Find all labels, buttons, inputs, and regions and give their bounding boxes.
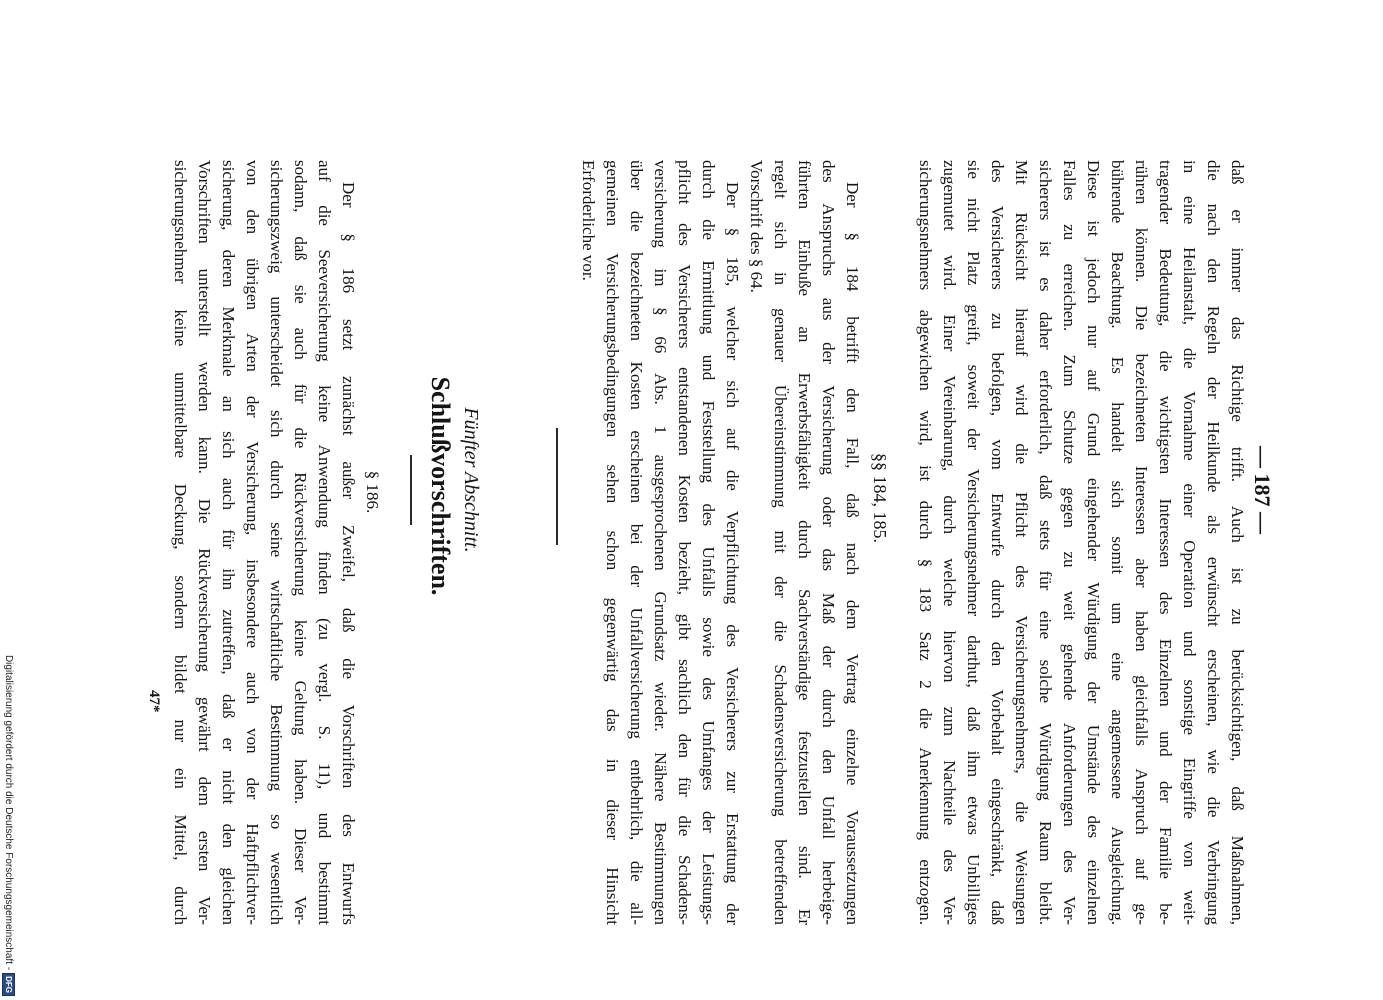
text-line: Vorschrift des § 64.: [747, 160, 766, 293]
text-line: von den übrigen Arten der Versicherung, insbesondere auch von der Haftpflichtver-: [243, 160, 262, 925]
text-line: zugemutet wird. Einer Vereinbarung, durch welche hiervon zum Nachteile des Ver-: [940, 160, 959, 925]
section-186-text: [168, 160, 360, 925]
text-line: sicherungsnehmers abgewichen wird, ist durch § 183 Satz 2 die Anerkennung entzogen.: [916, 160, 935, 925]
text-line: Der § 186 setzt zunächst außer Zweifel, daß die Vorschriften des Entwurfs: [339, 182, 358, 925]
text-line: gemeinen Versicherungsbedingungen sehen schon gegenwärtig das in dieser Hinsicht: [603, 160, 622, 925]
text-line: sodann, daß sie auch für die Rückversicherung keine Geltung haben. Dieser Ver-: [291, 160, 310, 925]
text-line: tragender Bedeutung, die wichtigsten Interessen des Einzelnen und der Familie be-: [1156, 160, 1175, 925]
text-line: auf die Seeversicherung keine Anwendung finden (zu vergl. S. 11), und bestimmt: [315, 160, 334, 925]
text-line: Der § 185, welcher sich auf die Verpflichtung des Versicherers zur Erstattung der: [723, 182, 742, 925]
text-line: über die bezeichneten Kosten erscheinen bei der Unfallversicherung entbehrlich, die all-: [627, 160, 646, 925]
section-heading: §§ 184, 185.: [870, 453, 890, 543]
divider-rule: [556, 428, 558, 545]
part-label: Fünfter Abschnitt.: [460, 407, 482, 553]
text-line: sie nicht Platz greift, soweit der Versicherungsnehmer darthut, daß ihm etwas Unbilliges: [964, 160, 983, 925]
divider-rule: [410, 455, 412, 525]
section-heading: § 186.: [363, 470, 382, 514]
text-line: sicherungsnehmer keine unmittelbare Deckung, sondern bildet nur ein Mittel, durch: [171, 160, 190, 925]
text-line: führten Einbuße an Erwerbsfähigkeit durch Sachverständige festzustellen sind. Er: [795, 160, 814, 925]
text-line: pflicht des Versicherers entstandenen Kosten bezieht, gibt sachlich den für die Schadens-: [675, 160, 694, 925]
text-line: Mit Rücksicht hierauf wird die Pflicht des Versicherungsnehmers, die Weisungen: [1012, 160, 1031, 925]
text-line: des Anspruchs aus der Versicherung oder das Maß der durch den Unfall herbeige-: [819, 160, 838, 925]
text-line: die nach den Regeln der Heilkunde als erwünscht erscheinen, wie die Verbringung: [1204, 160, 1223, 925]
text-line: Diese ist jedoch nur auf Grund eingehender Würdigung der Umstände des einzelnen: [1084, 160, 1103, 925]
text-line: Falles zu erreichen. Zum Schutze gegen zu weit gehende Anforderungen des Ver-: [1060, 160, 1079, 925]
text-line: durch die Ermittlung und Feststellung des Unfalls sowie des Umfanges der Leistungs-: [699, 160, 718, 925]
text-line: sicherung, deren Merkmale an sich auch für ihn zutreffen, daß er nicht den gleichen: [219, 160, 238, 925]
text-line: daß er immer das Richtige trifft. Auch ist zu berücksichtigen, daß Maßnahmen,: [1228, 160, 1247, 925]
section-184-185-text: [576, 160, 864, 925]
text-line: regelt sich in genauer Übereinstimmung mit der die Schadensversicherung betreffenden: [771, 160, 790, 925]
digitization-credit-text: Digitalisierung gefördert durch die Deutsche Forschungsgemeinschaft -: [3, 654, 15, 971]
text-line: rühren können. Die bezeichneten Interessen aber haben gleichfalls Anspruch auf ge-: [1132, 160, 1151, 925]
part-title: Schlußvorschriften.: [426, 376, 455, 596]
text-line: des Versicherers zu befolgen, vom Entwurfe durch den Vorbehalt eingeschränkt, daß: [988, 160, 1007, 925]
dfg-logo: DFG: [2, 973, 15, 996]
text-line: sicherungszweig unterscheidet sich durch seine wirtschaftliche Bestimmung so wesentlich: [267, 160, 286, 925]
text-line: sicherers ist es daher erforderlich, daß stets für eine solche Würdigung Raum bleibt.: [1036, 160, 1055, 925]
page-number: — 187 —: [1250, 446, 1275, 534]
text-line: Der § 184 betrifft den Fall, daß nach dem Vertrag einzelne Voraussetzungen: [843, 182, 862, 925]
text-line: bührende Beachtung. Es handelt sich somit um eine angemessene Ausgleichung.: [1108, 160, 1127, 925]
text-line: in eine Heilanstalt, die Vornahme einer Operation und sonstige Eingriffe von weit-: [1180, 160, 1199, 925]
digitization-credit: [2, 600, 15, 996]
continuation-paragraph: [913, 160, 1249, 925]
text-line: versicherung im § 66 Abs. 1 ausgesprochenen Grundsatz wieder. Nähere Bestimmungen: [651, 160, 670, 925]
text-line: Vorschriften unterstellt werden kann. Die Rückversicherung gewährt dem ersten Ver-: [195, 160, 214, 925]
signature-mark: 47*: [146, 690, 162, 713]
text-line: Erforderliche vor.: [579, 160, 598, 281]
